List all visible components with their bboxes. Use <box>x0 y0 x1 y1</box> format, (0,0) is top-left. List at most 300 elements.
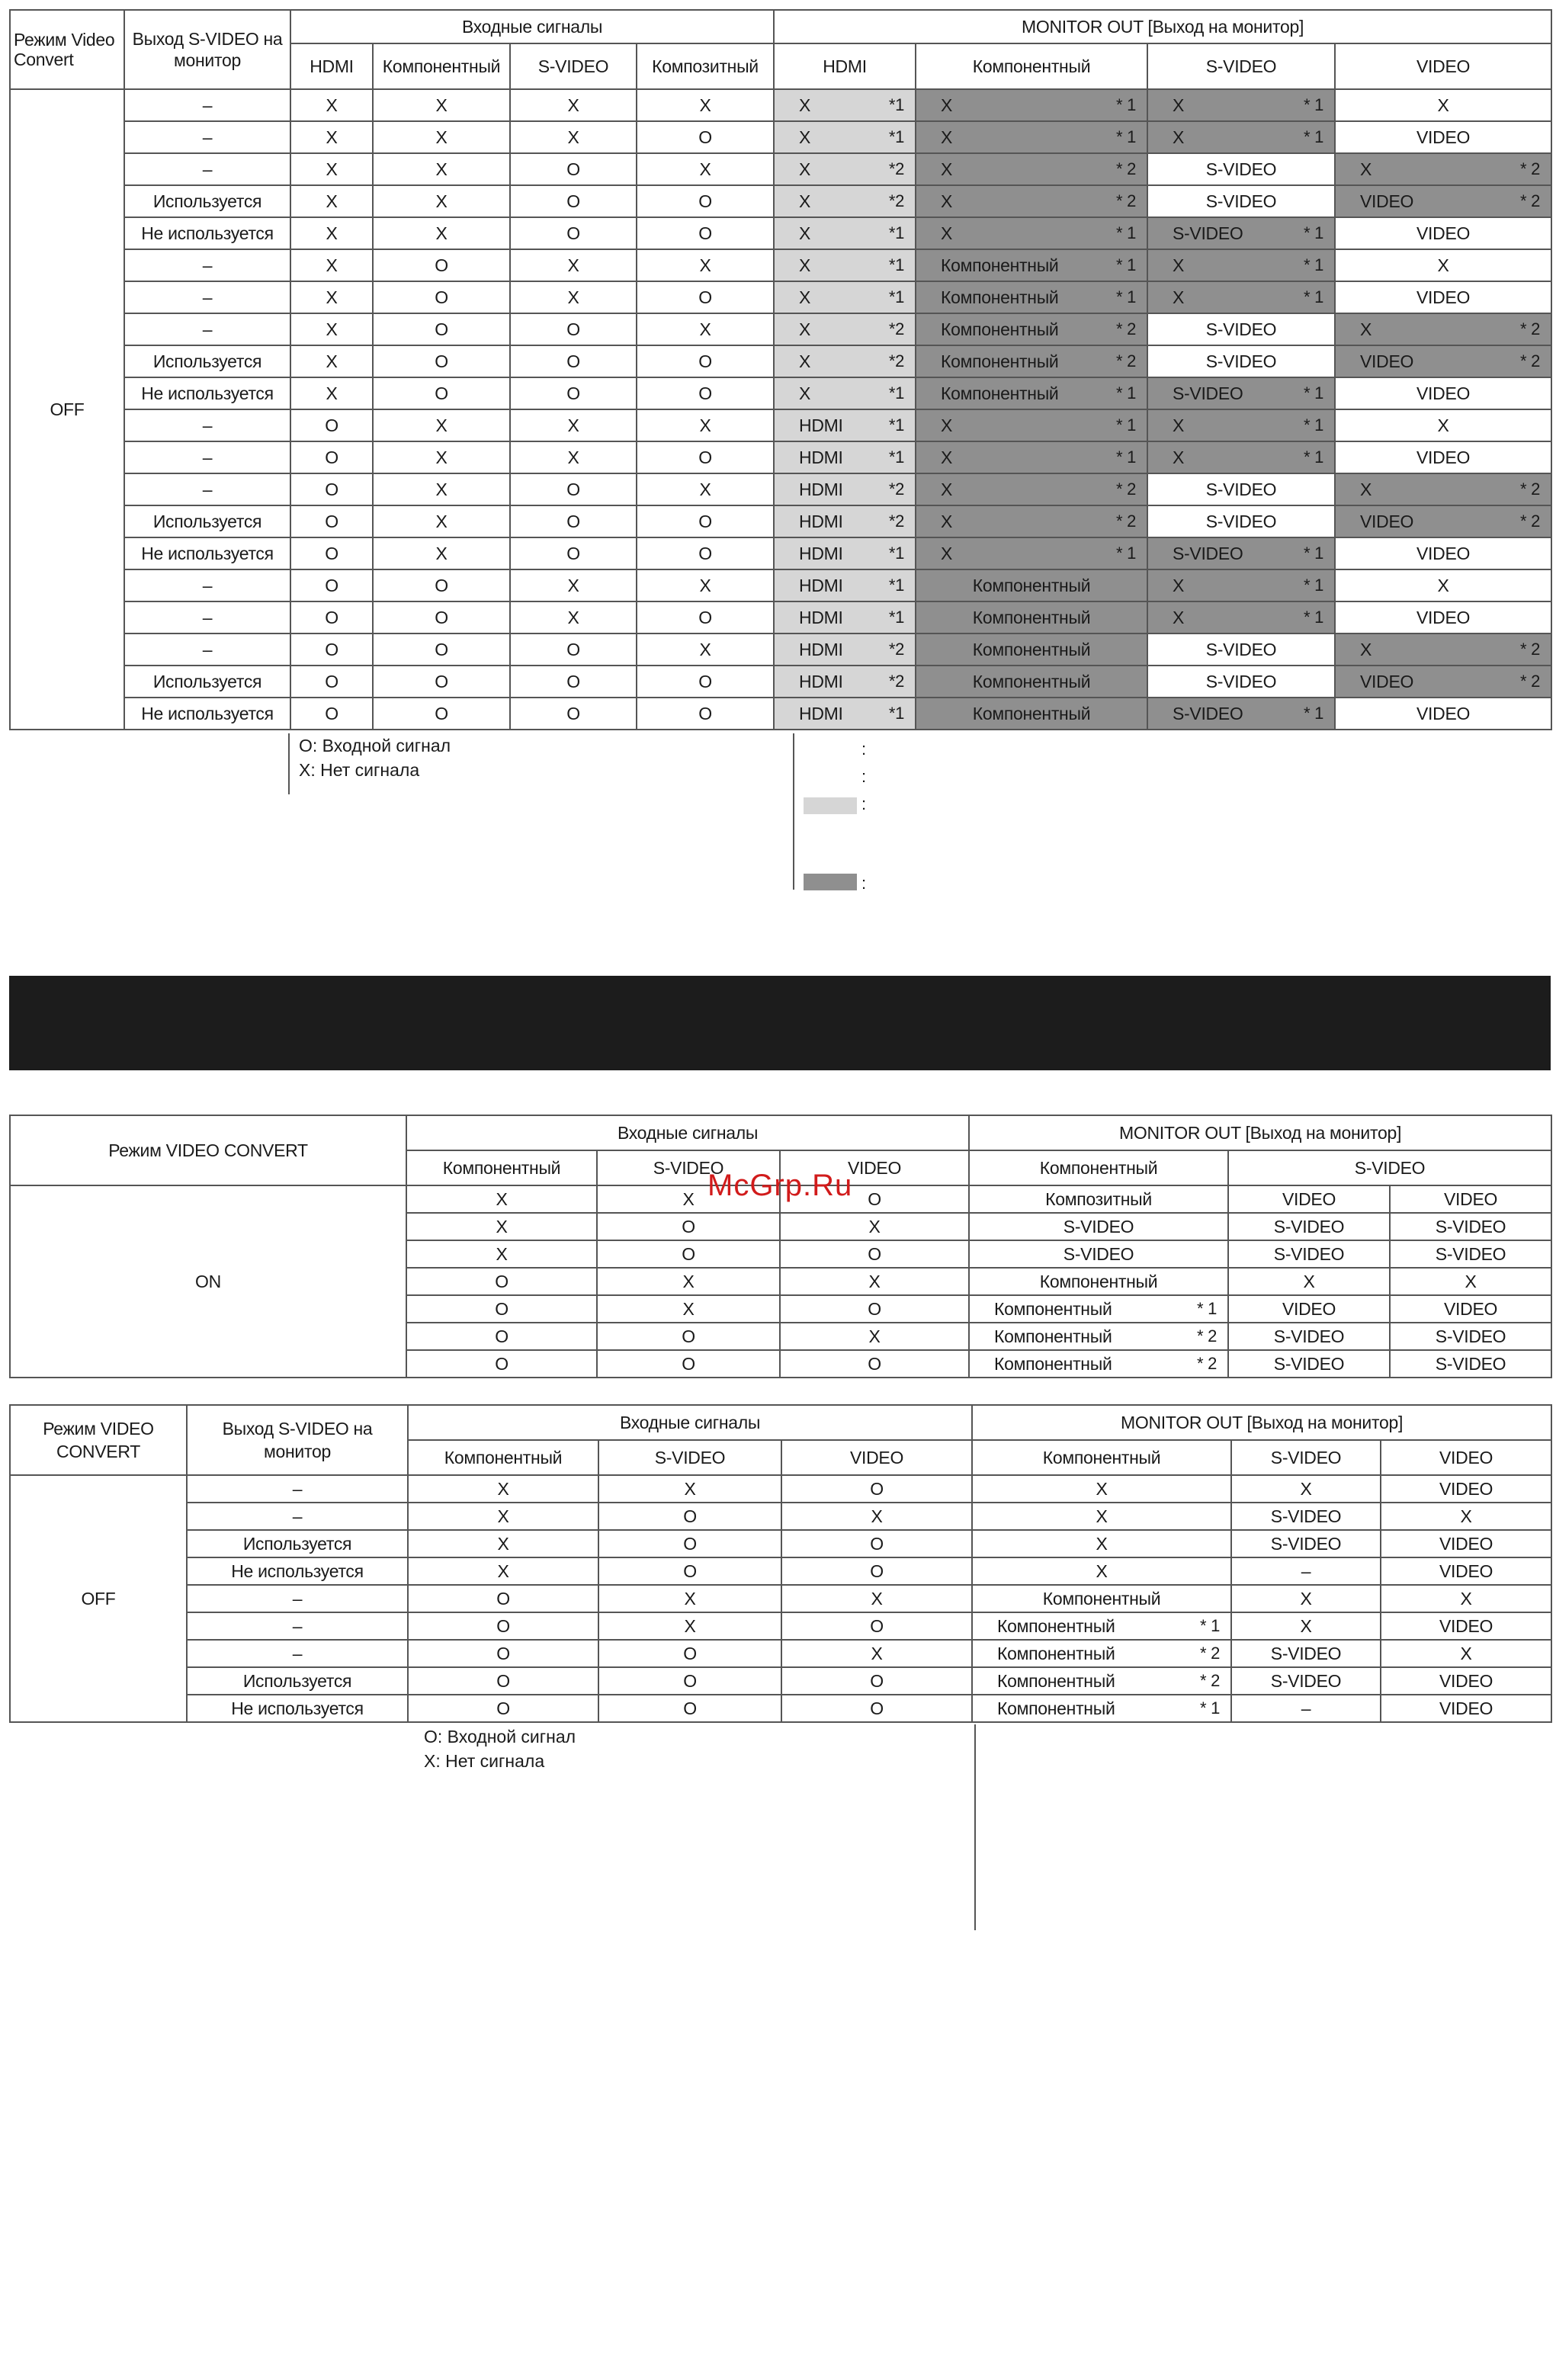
output-cell-content <box>778 223 912 244</box>
output-cell-content <box>973 1354 1224 1374</box>
output-cell: S-VIDEO <box>1231 1640 1381 1667</box>
output-cell: X <box>1381 1503 1551 1530</box>
input-signal-cell: X <box>637 473 774 505</box>
input-col-composite: Композитный <box>637 43 774 89</box>
footnote-mark: *2 <box>888 480 905 499</box>
output-cell <box>774 377 916 409</box>
output-cell-content <box>778 383 912 404</box>
footnote-mark: * 1 <box>1116 415 1137 435</box>
header-svideo-out: Выход S-VIDEO на монитор <box>124 10 290 89</box>
legend-x-line: X: Нет сигнала <box>299 760 420 780</box>
output-value: VIDEO <box>1416 447 1471 467</box>
input-signal-cell: X <box>510 281 637 313</box>
input-signal-cell: O <box>637 217 774 249</box>
output-value: X <box>1360 319 1372 339</box>
output-cell-content <box>1339 191 1548 212</box>
input-signal-cell: O <box>408 1640 598 1667</box>
output-value: HDMI <box>799 575 843 595</box>
output-value: X <box>1360 479 1372 499</box>
output-value: S-VIDEO <box>1173 543 1243 563</box>
input-signal-cell: O <box>510 473 637 505</box>
output-value: X <box>1360 639 1372 659</box>
footnote-mark: *2 <box>888 672 905 691</box>
output-cell <box>774 569 916 601</box>
input-col-component: Компонентный <box>408 1440 598 1475</box>
footnote-mark: * 1 <box>1304 95 1324 114</box>
input-signal-cell: O <box>373 666 510 698</box>
input-signal-cell: X <box>597 1295 780 1323</box>
output-cell <box>1147 409 1335 441</box>
input-signal-cell: O <box>780 1185 969 1213</box>
output-cell-content <box>973 1244 1224 1265</box>
output-value: S-VIDEO <box>1205 511 1277 531</box>
input-signal-cell: O <box>408 1612 598 1640</box>
legend-dark-swatch <box>804 874 857 890</box>
monitor-col-svideo: S-VIDEO <box>1147 43 1335 89</box>
mode-value: ON <box>10 1185 406 1378</box>
footnote-mark: * 2 <box>1520 480 1541 499</box>
svideo-out-usage: Не используется <box>187 1557 408 1585</box>
output-cell-content <box>778 480 912 500</box>
output-cell <box>774 601 916 633</box>
output-cell <box>972 1530 1231 1557</box>
output-value: HDMI <box>799 703 843 723</box>
input-signal-cell: O <box>781 1475 972 1503</box>
table-row <box>10 217 1551 249</box>
output-cell-content <box>919 544 1144 564</box>
input-signal-cell: O <box>510 185 637 217</box>
watermark: McGrp.Ru <box>707 1169 853 1202</box>
output-cell <box>1335 666 1551 698</box>
footnote-mark: *2 <box>888 319 905 338</box>
svideo-out-usage: Используется <box>124 505 290 537</box>
input-signal-cell: O <box>637 601 774 633</box>
svideo-out-usage: Используется <box>124 345 290 377</box>
output-cell-content <box>973 1326 1224 1347</box>
output-cell <box>969 1213 1228 1240</box>
footnote-mark: * 1 <box>1200 1698 1221 1718</box>
output-cell <box>774 345 916 377</box>
footnote-mark: * 1 <box>1116 95 1137 114</box>
output-cell <box>972 1667 1231 1695</box>
input-signal-cell: X <box>510 441 637 473</box>
input-signal-cell: X <box>637 313 774 345</box>
legend-colon-3: : <box>861 794 867 813</box>
input-signal-cell: O <box>373 281 510 313</box>
input-signal-cell: X <box>597 1185 780 1213</box>
legend-notes <box>299 733 451 782</box>
output-cell <box>1335 601 1551 633</box>
table-row <box>10 473 1551 505</box>
output-cell: S-VIDEO <box>1228 1323 1390 1350</box>
svideo-out-usage: Не используется <box>124 377 290 409</box>
output-cell-content <box>1151 480 1331 500</box>
output-value: X <box>1173 95 1185 115</box>
output-value: Компонентный <box>997 1615 1115 1636</box>
output-value: X <box>1096 1560 1108 1581</box>
input-signal-cell: O <box>780 1350 969 1378</box>
table-row <box>10 377 1551 409</box>
input-signal-cell: X <box>290 377 373 409</box>
table-row <box>10 1695 1551 1722</box>
output-cell <box>1335 473 1551 505</box>
output-value: VIDEO <box>1416 703 1471 723</box>
svideo-out-usage: – <box>124 569 290 601</box>
output-value: S-VIDEO <box>1205 639 1277 659</box>
table-row <box>10 698 1551 730</box>
output-cell <box>969 1185 1228 1213</box>
table-row <box>10 313 1551 345</box>
svideo-out-usage: – <box>124 409 290 441</box>
svideo-out-usage: – <box>124 633 290 666</box>
mode-value: OFF <box>10 1475 187 1722</box>
output-cell-content <box>1151 415 1331 436</box>
signal-table-convert-on <box>9 1115 1552 1378</box>
output-cell-content <box>778 255 912 276</box>
output-cell <box>1335 313 1551 345</box>
input-signal-cell: O <box>781 1557 972 1585</box>
output-cell <box>774 537 916 569</box>
output-cell-content <box>1339 576 1548 596</box>
output-cell-content <box>919 415 1144 436</box>
output-value: VIDEO <box>1416 383 1471 403</box>
output-value: Компонентный <box>994 1298 1112 1319</box>
output-cell-content <box>1151 351 1331 372</box>
output-cell-content <box>778 447 912 468</box>
output-cell <box>972 1503 1231 1530</box>
table-row <box>10 281 1551 313</box>
header-svideo-out: Выход S-VIDEO на монитор <box>187 1405 408 1475</box>
output-cell-content <box>1151 95 1331 116</box>
svideo-out-usage: – <box>187 1640 408 1667</box>
output-cell: VIDEO <box>1228 1295 1390 1323</box>
output-cell-content <box>973 1299 1224 1320</box>
input-signal-cell: X <box>373 121 510 153</box>
input-signal-cell: O <box>406 1268 597 1295</box>
svideo-out-usage: – <box>124 473 290 505</box>
output-cell <box>1335 89 1551 121</box>
output-value: S-VIDEO <box>1205 671 1277 691</box>
output-cell <box>1335 217 1551 249</box>
input-signal-cell: X <box>510 409 637 441</box>
output-cell <box>774 633 916 666</box>
svideo-out-usage: – <box>124 249 290 281</box>
output-cell: – <box>1231 1695 1381 1722</box>
output-cell-content <box>1151 576 1331 596</box>
input-signal-cell: O <box>373 377 510 409</box>
header-monitor-out: MONITOR OUT [Выход на монитор] <box>972 1405 1551 1440</box>
input-signal-cell: X <box>373 473 510 505</box>
output-cell-content <box>1339 415 1548 436</box>
output-value: S-VIDEO <box>1173 703 1243 723</box>
output-cell-content <box>778 608 912 628</box>
input-signal-cell: O <box>373 249 510 281</box>
input-signal-cell: X <box>510 121 637 153</box>
input-signal-cell: O <box>373 345 510 377</box>
output-value: X <box>799 383 811 403</box>
input-signal-cell: O <box>510 698 637 730</box>
svideo-out-usage: – <box>124 313 290 345</box>
input-col-component: Компонентный <box>406 1150 597 1185</box>
output-value: VIDEO <box>1416 287 1471 307</box>
signal-table-convert-off <box>9 1404 1552 1723</box>
output-value: X <box>941 127 953 147</box>
output-cell-content <box>919 127 1144 148</box>
output-cell <box>774 698 916 730</box>
svideo-out-usage: Не используется <box>124 217 290 249</box>
output-value: X <box>1437 95 1449 115</box>
input-signal-cell: X <box>373 185 510 217</box>
output-cell: X <box>1231 1612 1381 1640</box>
output-cell <box>774 666 916 698</box>
table-row <box>10 537 1551 569</box>
footnote-mark: * 1 <box>1304 255 1324 274</box>
output-cell-content <box>919 383 1144 404</box>
footnote-mark: * 2 <box>1520 512 1541 531</box>
output-value: Компонентный <box>941 287 1059 307</box>
output-cell <box>972 1640 1231 1667</box>
input-signal-cell: X <box>637 569 774 601</box>
output-cell <box>1147 217 1335 249</box>
footnote-mark: *1 <box>888 383 905 403</box>
input-signal-cell: O <box>510 313 637 345</box>
output-cell-content <box>1339 480 1548 500</box>
output-value: Компонентный <box>941 319 1059 339</box>
output-cell <box>1335 537 1551 569</box>
output-cell <box>916 217 1147 249</box>
input-signal-cell: O <box>290 601 373 633</box>
output-cell <box>1147 281 1335 313</box>
output-cell-content <box>1339 159 1548 180</box>
input-signal-cell: O <box>510 537 637 569</box>
output-value: X <box>941 543 953 563</box>
footnote-mark: *2 <box>888 640 905 659</box>
table-row <box>10 633 1551 666</box>
output-cell: X <box>1390 1268 1551 1295</box>
output-cell <box>1147 505 1335 537</box>
input-signal-cell: O <box>510 666 637 698</box>
input-signal-cell: X <box>781 1585 972 1612</box>
output-cell-content <box>778 159 912 180</box>
input-signal-cell: O <box>637 441 774 473</box>
output-cell-content <box>919 608 1144 628</box>
output-value: X <box>799 287 811 307</box>
input-col-hdmi: HDMI <box>290 43 373 89</box>
footnote-mark: * 2 <box>1116 159 1137 178</box>
output-value: X <box>1173 255 1185 275</box>
output-cell: VIDEO <box>1381 1557 1551 1585</box>
footnote-mark: * 2 <box>1520 672 1541 691</box>
legend-colon-2: : <box>861 767 867 786</box>
svideo-out-usage: – <box>124 281 290 313</box>
output-cell <box>916 121 1147 153</box>
output-cell: VIDEO <box>1390 1185 1551 1213</box>
input-signal-cell: O <box>290 569 373 601</box>
input-signal-cell: O <box>637 281 774 313</box>
output-cell-content <box>778 191 912 212</box>
output-cell-content <box>778 95 912 116</box>
output-cell-content <box>778 127 912 148</box>
output-cell <box>1147 601 1335 633</box>
input-signal-cell: O <box>290 505 373 537</box>
output-cell-content <box>778 704 912 724</box>
legend-divider <box>288 733 290 794</box>
input-col-svideo: S-VIDEO <box>597 1150 780 1185</box>
input-signal-cell: X <box>780 1323 969 1350</box>
output-cell-content <box>1151 223 1331 244</box>
input-signal-cell: O <box>598 1503 781 1530</box>
output-cell-content <box>1151 704 1331 724</box>
input-signal-cell: O <box>510 153 637 185</box>
output-cell-content <box>976 1506 1227 1527</box>
output-cell <box>774 185 916 217</box>
input-signal-cell: X <box>290 185 373 217</box>
output-cell <box>1335 569 1551 601</box>
svideo-out-usage: Используется <box>124 666 290 698</box>
footnote-mark: * 1 <box>1304 223 1324 242</box>
output-value: HDMI <box>799 479 843 499</box>
output-cell: S-VIDEO <box>1231 1530 1381 1557</box>
output-cell <box>916 441 1147 473</box>
output-cell: – <box>1231 1557 1381 1585</box>
monitor-col-video: VIDEO <box>1335 43 1551 89</box>
output-value: HDMI <box>799 415 843 435</box>
input-col-video: VIDEO <box>780 1150 969 1185</box>
output-cell: S-VIDEO <box>1390 1323 1551 1350</box>
svideo-out-usage: Не используется <box>124 537 290 569</box>
input-signal-cell: X <box>290 89 373 121</box>
output-cell <box>972 1695 1231 1722</box>
svideo-out-usage: Используется <box>124 185 290 217</box>
input-signal-cell: O <box>598 1557 781 1585</box>
output-cell <box>1147 153 1335 185</box>
input-signal-cell: O <box>637 121 774 153</box>
output-cell-content <box>1151 383 1331 404</box>
output-cell-content <box>919 704 1144 724</box>
header-mode: Режим VIDEO CONVERT <box>10 1405 187 1475</box>
input-signal-cell: X <box>373 441 510 473</box>
output-cell <box>1147 666 1335 698</box>
output-cell-content <box>976 1589 1227 1609</box>
output-cell <box>774 249 916 281</box>
table-row <box>10 1667 1551 1695</box>
output-cell <box>972 1585 1231 1612</box>
output-cell: VIDEO <box>1381 1695 1551 1722</box>
svideo-out-usage: – <box>124 89 290 121</box>
output-cell <box>972 1612 1231 1640</box>
input-signal-cell: X <box>637 89 774 121</box>
footnote-mark: * 2 <box>1200 1671 1221 1690</box>
svideo-out-usage: – <box>124 601 290 633</box>
output-cell-content <box>976 1479 1227 1500</box>
output-cell-content <box>1339 704 1548 724</box>
input-signal-cell: O <box>510 505 637 537</box>
output-cell: S-VIDEO <box>1231 1503 1381 1530</box>
input-signal-cell: O <box>637 666 774 698</box>
output-value: X <box>799 319 811 339</box>
mode-value: OFF <box>10 89 124 730</box>
footnote-mark: * 2 <box>1197 1354 1218 1373</box>
input-signal-cell: X <box>290 121 373 153</box>
output-value: S-VIDEO <box>1063 1243 1134 1264</box>
footnote-mark: *1 <box>888 608 905 627</box>
output-value: X <box>799 351 811 371</box>
footnote-mark: * 1 <box>1116 287 1137 306</box>
input-signal-cell: O <box>510 633 637 666</box>
output-cell-content <box>1339 447 1548 468</box>
footnote-mark: *1 <box>888 95 905 114</box>
table-row <box>10 409 1551 441</box>
output-cell <box>969 1323 1228 1350</box>
output-cell <box>774 121 916 153</box>
input-signal-cell: X <box>373 537 510 569</box>
output-cell-content <box>919 159 1144 180</box>
output-value: X <box>799 159 811 179</box>
input-signal-cell: O <box>373 569 510 601</box>
footnote-mark: * 1 <box>1116 544 1137 563</box>
footnote-mark: * 2 <box>1197 1326 1218 1346</box>
output-value: X <box>799 191 811 211</box>
output-cell-content <box>919 223 1144 244</box>
input-signal-cell: X <box>373 153 510 185</box>
header-mode: Режим Video Convert <box>10 10 124 89</box>
output-cell <box>916 633 1147 666</box>
output-cell-content <box>1339 640 1548 660</box>
input-signal-cell: X <box>373 217 510 249</box>
input-signal-cell: O <box>406 1295 597 1323</box>
output-cell-content <box>973 1189 1224 1210</box>
output-cell: VIDEO <box>1381 1530 1551 1557</box>
footnote-mark: * 1 <box>1116 255 1137 274</box>
output-value: S-VIDEO <box>1205 319 1277 339</box>
input-signal-cell: O <box>408 1585 598 1612</box>
input-signal-cell: O <box>373 698 510 730</box>
output-value: X <box>1437 255 1449 275</box>
output-value: Компонентный <box>941 351 1059 371</box>
output-cell <box>1335 121 1551 153</box>
input-signal-cell: O <box>290 409 373 441</box>
output-cell <box>916 537 1147 569</box>
footnote-mark: * 1 <box>1197 1299 1218 1318</box>
footnote-mark: * 2 <box>1520 319 1541 338</box>
table-row <box>10 1503 1551 1530</box>
output-value: X <box>1096 1533 1108 1554</box>
input-col-video: VIDEO <box>781 1440 972 1475</box>
output-value: VIDEO <box>1416 127 1471 147</box>
input-signal-cell: O <box>597 1350 780 1378</box>
output-cell <box>774 505 916 537</box>
input-signal-cell: O <box>637 698 774 730</box>
output-cell-content <box>976 1561 1227 1582</box>
output-cell <box>916 601 1147 633</box>
output-cell-content <box>778 672 912 692</box>
header-inputs: Входные сигналы <box>406 1115 969 1150</box>
svideo-out-usage: – <box>187 1585 408 1612</box>
output-value: Компонентный <box>1039 1271 1158 1291</box>
output-cell <box>1335 185 1551 217</box>
input-signal-cell: O <box>781 1530 972 1557</box>
output-value: VIDEO <box>1416 607 1471 627</box>
input-signal-cell: X <box>598 1585 781 1612</box>
output-cell <box>969 1240 1228 1268</box>
input-signal-cell: O <box>290 441 373 473</box>
table-row <box>10 185 1551 217</box>
output-cell <box>1147 89 1335 121</box>
output-value: X <box>1096 1478 1108 1499</box>
footnote-mark: *1 <box>888 127 905 146</box>
input-signal-cell: O <box>290 698 373 730</box>
input-signal-cell: X <box>598 1612 781 1640</box>
